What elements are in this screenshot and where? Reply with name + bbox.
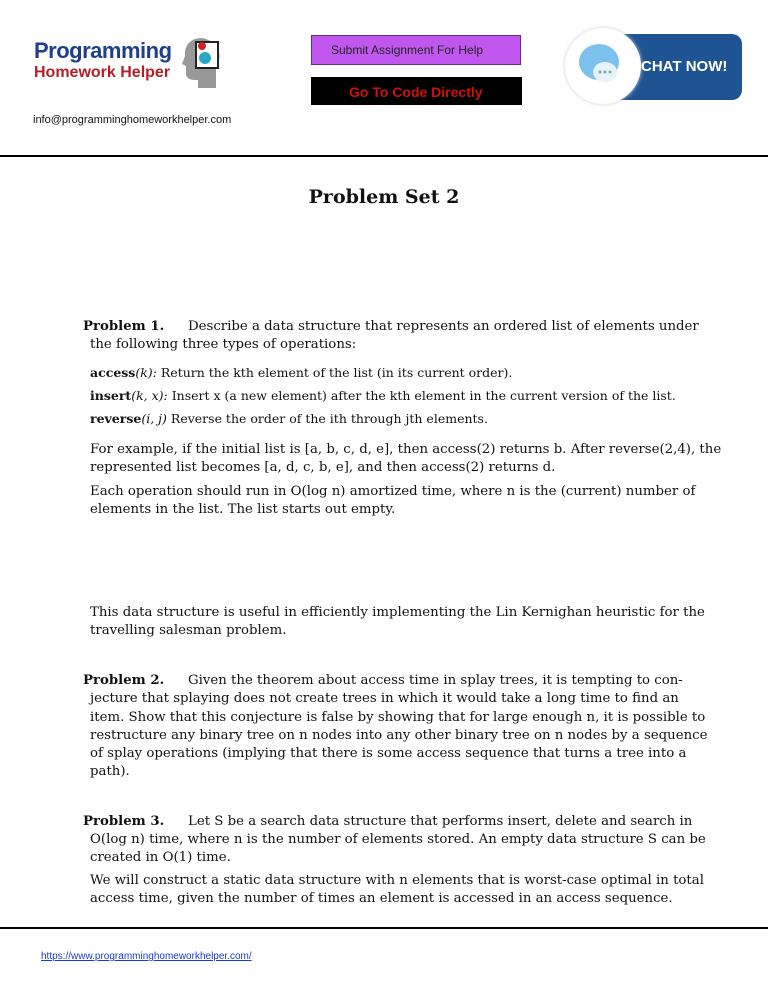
- problem-2-text: Given the theorem about access time in splay trees, it is tempting to con-: [188, 673, 683, 688]
- logo-text-line2: Homework Helper: [34, 64, 171, 81]
- problem-2-text: jecture that splaying does not create trees in which it would take a long time to find an: [90, 691, 679, 706]
- operation-reverse: [90, 411, 488, 426]
- problem-3-text: Let S be a search data structure that performs insert, delete and search in: [188, 814, 693, 829]
- problem-1-text: the following three types of operations:: [90, 337, 357, 352]
- problem-1-note: travelling salesman problem.: [90, 623, 287, 638]
- chat-bubble-icon[interactable]: [565, 28, 641, 104]
- problem-1-complexity: elements in the list. The list starts out empty.: [90, 502, 396, 517]
- problem-3-text: O(log n) time, where n is the number of elements stored. An empty data structure S can be: [90, 832, 706, 847]
- problem-2-text: of splay operations (implying that there is some access sequence that turns a tree into a: [90, 746, 687, 761]
- op-desc: Insert x (a new element) after the kth element in the current version of the list.: [171, 388, 676, 403]
- problem-1-label: Problem 1.: [83, 319, 165, 334]
- problem-1-note: This data structure is useful in efficiently implementing the Lin Kernighan heuristic for the: [90, 605, 705, 620]
- header-divider: [0, 155, 768, 157]
- op-args: (i, j): [141, 411, 167, 426]
- operation-access: [90, 365, 512, 380]
- logo-text-line1: Programming: [34, 38, 172, 63]
- problem-1-example: represented list becomes [a, d, c, b, e], and then access(2) returns d.: [90, 460, 556, 475]
- op-desc: Reverse the order of the ith through jth elements.: [170, 411, 488, 426]
- problem-2-text: restructure any binary tree on n nodes into any other binary tree on n nodes by a sequence: [90, 728, 708, 743]
- chat-now-label[interactable]: CHAT NOW!: [641, 58, 728, 75]
- op-name: access: [90, 365, 136, 380]
- op-name: reverse: [90, 411, 142, 426]
- problem-2-text: item. Show that this conjecture is false by showing that for large enough n, it is possible to: [90, 710, 706, 725]
- problem-3-text: access time, given the number of times an element is accessed in an access sequence.: [90, 891, 673, 906]
- operation-insert: [90, 388, 676, 403]
- go-to-code-button[interactable]: Go To Code Directly: [311, 77, 522, 105]
- problem-3-text: created in O(1) time.: [90, 850, 231, 865]
- problem-2-label: Problem 2.: [83, 673, 165, 688]
- page-title: Problem Set 2: [308, 186, 460, 208]
- problem-2-text: path).: [90, 764, 130, 779]
- contact-email[interactable]: info@programminghomeworkhelper.com: [33, 114, 232, 126]
- head-logo-icon: [180, 36, 224, 88]
- footer-divider: [0, 927, 768, 929]
- op-args: (k, x):: [131, 388, 168, 403]
- problem-3-text: We will construct a static data structure with n elements that is worst-case optimal in total: [90, 873, 704, 888]
- problem-1-example: For example, if the initial list is [a, b, c, d, e], then access(2) returns b. After reverse(2,4), the: [90, 442, 722, 457]
- website-link[interactable]: https://www.programminghomeworkhelper.com/: [41, 951, 252, 962]
- submit-assignment-button[interactable]: Submit Assignment For Help: [311, 35, 521, 65]
- problem-1-text: Describe a data structure that represents an ordered list of elements under: [188, 319, 699, 334]
- op-name: insert: [90, 388, 132, 403]
- op-desc: Return the kth element of the list (in its current order).: [160, 365, 513, 380]
- problem-1-complexity: Each operation should run in O(log n) amortized time, where n is the (current) number of: [90, 484, 696, 499]
- op-args: (k):: [135, 365, 157, 380]
- problem-3-label: Problem 3.: [83, 814, 165, 829]
